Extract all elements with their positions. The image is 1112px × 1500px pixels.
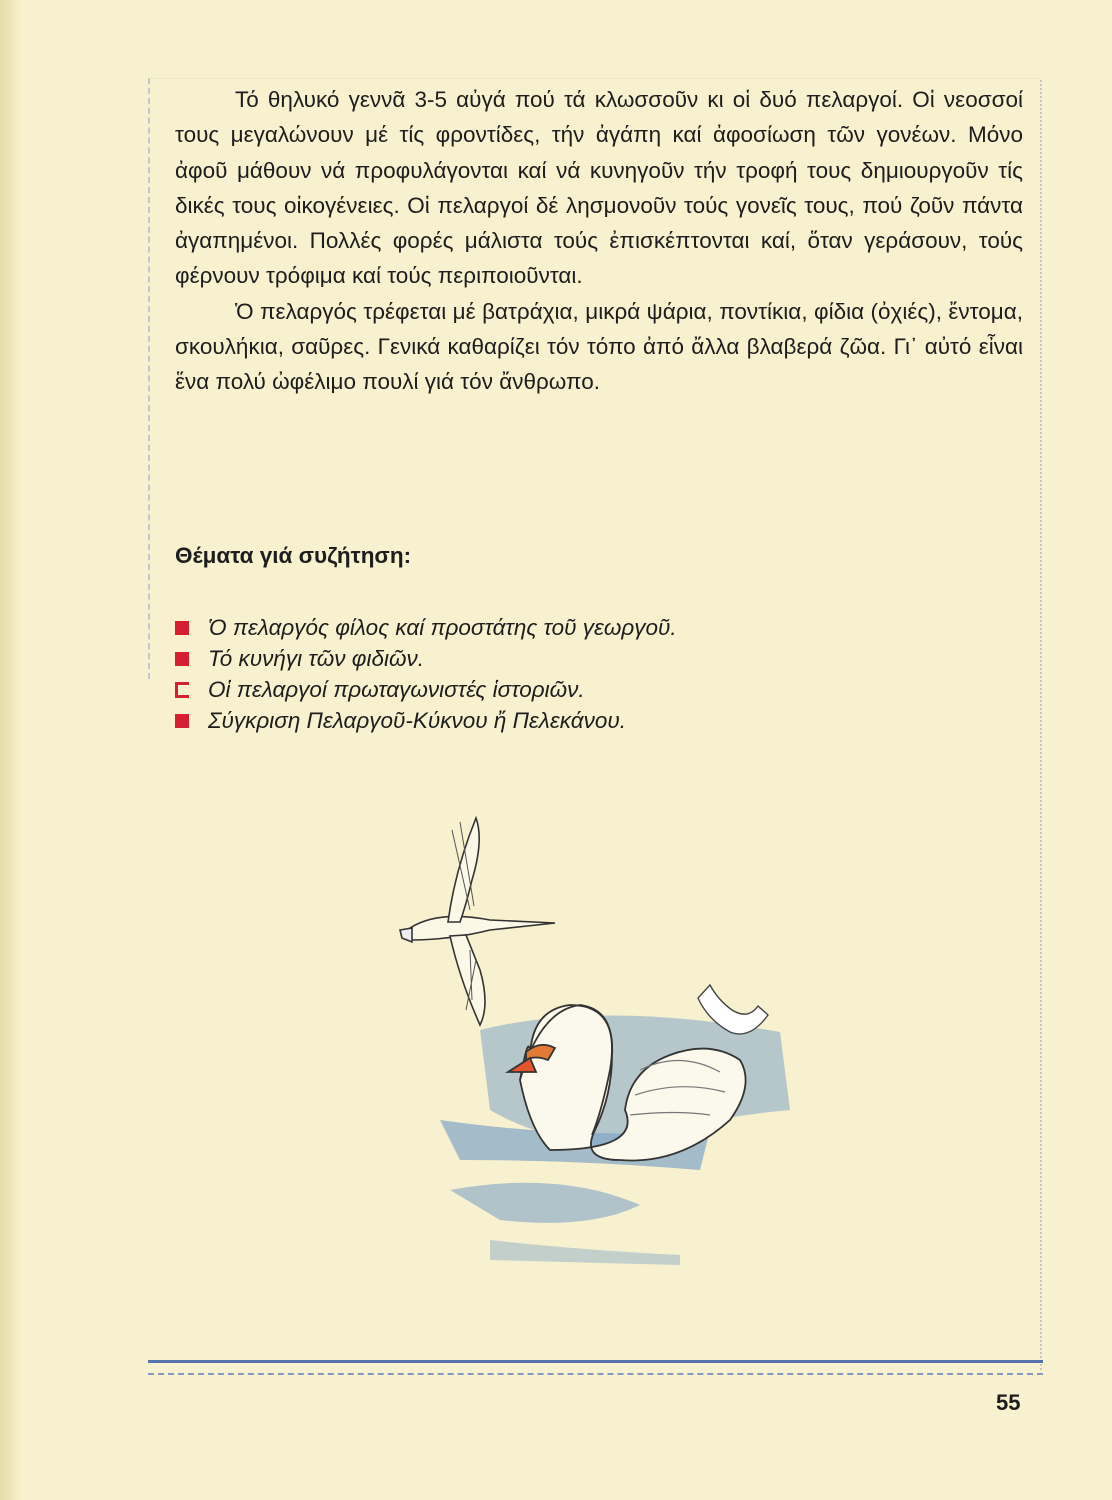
square-bullet-icon bbox=[175, 652, 189, 666]
paragraph-diet: Ὁ πελαργός τρέφεται μέ βατράχια, μικρά ψάρια, ποντίκια, φίδια (ὀχιές), ἔντομα, σκουλήκια, σαῦρες. Γενικά καθαρίζει τόν τόπο ἀπό ἄλλα βλαβερά ζῶα. Γι᾿ αὐτό εἶναι ἕνα πολύ ὠφέλιμο πουλί γιά τόν ἄνθρωπο. bbox=[175, 298, 1023, 395]
square-bullet-icon bbox=[175, 621, 189, 635]
list-item bbox=[175, 674, 995, 705]
frame-right-edge bbox=[1040, 80, 1042, 1370]
topic-text: Τό κυνήγι τῶν φιδιῶν. bbox=[208, 645, 424, 671]
frame-bottom-border bbox=[148, 1360, 1043, 1375]
topic-text: Οἱ πελαργοί πρωταγωνιστές ἱστοριῶν. bbox=[208, 676, 585, 702]
list-item bbox=[175, 705, 995, 736]
flying-bird-icon bbox=[400, 818, 555, 1025]
discussion-topics bbox=[175, 612, 995, 736]
swan-illustration bbox=[380, 810, 820, 1270]
discussion-heading: Θέματα γιά συζήτηση: bbox=[175, 543, 412, 568]
list-item bbox=[175, 612, 995, 643]
page-number: 55 bbox=[996, 1390, 1021, 1415]
list-item bbox=[175, 643, 995, 674]
body-text bbox=[175, 82, 1023, 400]
topic-text: Σύγκριση Πελαργοῦ-Κύκνου ἤ Πελεκάνου. bbox=[208, 707, 626, 733]
square-bullet-icon bbox=[175, 682, 189, 698]
book-spine-shadow bbox=[0, 0, 22, 1500]
topic-text: Ὁ πελαργός φίλος καί προστάτης τοῦ γεωργοῦ. bbox=[208, 614, 677, 640]
square-bullet-icon bbox=[175, 714, 189, 728]
paragraph-chicks: Τό θηλυκό γεννᾶ 3-5 αὐγά πού τά κλωσσοῦν κι οἱ δυό πελαργοί. Οἱ νεοσσοί τους μεγαλώνουν μέ τίς φροντίδες, τήν ἀγάπη καί ἀφοσίωση τῶν γονέων. Μόνο ἀφοῦ μάθουν νά προφυλάγονται καί νά κυνηγοῦν τήν τροφή τους δημιουργοῦν τίς δικές τους οἰκογένειες. Οἱ πελαργοί δέ λησμονοῦν τούς γονεῖς τους, πού ζοῦν πάντα ἀγαπημένοι. Πολλές φορές μάλιστα τούς ἐπισκέπτονται καί, ὅταν γεράσουν, τούς φέρνουν τρόφιμα καί τούς περιποιοῦνται. bbox=[175, 87, 1023, 289]
